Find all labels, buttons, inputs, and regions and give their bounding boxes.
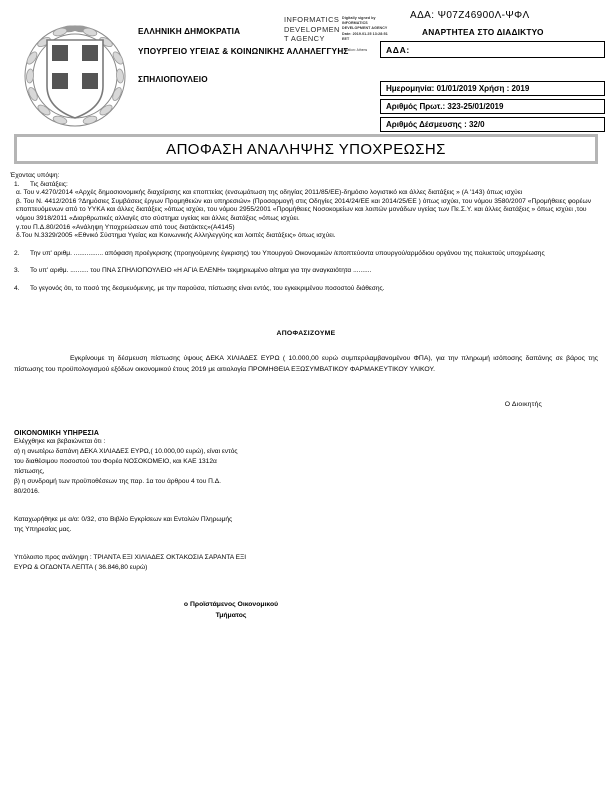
signature-title-line-2: Τμήματος: [215, 611, 247, 619]
financial-line-b: β) η συνδρομή των προϋποθέσεων της παρ. 1α του άρθρου 4 του Π.Δ.: [14, 477, 221, 485]
preamble-sub-b: β. Του Ν. 4412/2016 ?Δημόσιες Συμβάσεις έργων Προμηθειών και υπηρεσιών» (Προσαρμογή στις Οδηγίες 2014/24/ΕΕ και 2014/25/ΕΕ ) όπως ισχύει, του νόμου 3580/2007 «Προμήθειες φορέων εποπτευόμενων από το ΥΥΚΑ και άλλες διατάξεις »όπως ισχύει, του νόμου 2955/2001 «Προμήθειες Νοσοκομείων και λοιπών μονάδων υγείας των Πε.Σ.Υ. και άλλες διατάξεις » όπως ισχύει ,του νόμου 3918/2011 «Διαρθρωτικές αλλαγές στο σύστημα υγείας και άλλες διατάξεις »όπως ισχύει.: [16, 197, 592, 222]
preamble-item-3-label: 3.: [14, 267, 20, 275]
preamble-item-3: [0, 267, 612, 276]
decision-text-body: Εγκρίνουμε τη δέσμευση πίστωσης ύψους ΔΕΚΑ ΧΙΛΙΑΔΕΣ ΕΥΡΩ ( 10.000,00 ευρώ συμπεριλαμβανομένου ΦΠΑ), για την πληρωμή ισόποσης δαπάνης σε βάρος της πίστωσης του προϋπολογισμού εξόδων οικονομικού έτους 2019 με αιτιολογία ΠΡΟΜΗΘΕΙΑ ΕΞΩΣΥΜΒΑΤΙΚΟΥ ΦΑΡΜΑΚΕΥΤΙΚΟΥ ΥΛΙΚΟΥ.: [14, 354, 598, 373]
preamble-item-2-text: Την υπ' αριθμ. ................ απόφαση προέγκρισης (προηγούμενης έγκρισης) του Υπουργού Οικονομικών /εποπτεύοντα υπουργού/αρμόδιου οργάνου της πολυετούς υποχρέωσης: [30, 249, 545, 257]
document-title: ΑΠΟΦΑΣΗ ΑΝΑΛΗΨΗΣ ΥΠΟΧΡΕΩΣΗΣ: [166, 140, 446, 158]
ida-stamp-line-1: INFORMATICS: [284, 15, 340, 24]
financial-service-block: [0, 437, 612, 573]
anartitea-label: ΑΝΑΡΤΗΤΕΑ ΣΤΟ ΔΙΑΔΙΚΤΥΟ: [422, 27, 544, 37]
ida-stamp-line-3: T AGENCY: [284, 34, 325, 44]
protocol-number-box: Αριθμός Πρωτ.: 323-25/01/2019: [380, 99, 605, 114]
preamble-item-2: [0, 250, 612, 259]
ida-stamp-line-2: DEVELOPMEN: [284, 24, 340, 34]
ida-digital-signature-stamp: [284, 15, 386, 57]
decision-text: [0, 353, 612, 375]
financial-service-heading: ΟΙΚΟΝΟΜΙΚΗ ΥΠΗΡΕΣΙΑ: [14, 429, 99, 437]
financial-line-a: α) η ανωτέρω δαπάνη ΔΕΚΑ ΧΙΛΙΑΔΕΣ ΕΥΡΩ,( 10.000,00 ευρώ), είναι εντός: [14, 447, 238, 455]
ida-sign-line-4: Date: 2019.01.25 13:28:51: [342, 31, 388, 36]
ida-sign-line-3: DEVELOPMENT AGENCY: [342, 26, 388, 31]
preamble-item-4: [0, 285, 612, 294]
ida-sign-location: Location: Athens: [342, 48, 368, 52]
preamble-item-2-label: 2.: [14, 249, 20, 257]
ada-field-box: ΑΔΑ:: [380, 41, 605, 58]
date-field-box: Ημερομηνία: 01/01/2019 Χρήση : 2019: [380, 81, 605, 96]
preamble-sub-g: γ.του Π.Δ.80/2016 «Ανάληψη Υποχρεώσεων από τους διατάκτες»(Α4145): [16, 223, 235, 231]
ida-sign-line-2: INFORMATICS: [342, 21, 368, 26]
ida-sign-line-5: EET: [342, 36, 350, 41]
org-line-republic: ΕΛΛΗΝΙΚΗ ΔΗΜΟΚΡΑΤΙΑ: [138, 27, 241, 36]
document-body: [0, 172, 612, 621]
ida-sign-line-1: Digitally signed by: [342, 16, 376, 20]
administrator-signature-label: Ο Διοικητής: [504, 400, 542, 408]
document-header: [0, 0, 612, 132]
preamble-item-4-label: 4.: [14, 284, 20, 292]
having-regard-line: Έχοντας υπόψη:: [10, 172, 60, 179]
financial-registered-line-2: της Υπηρεσίας μας.: [14, 525, 72, 533]
signature-block: [0, 599, 612, 621]
financial-line-a3: πίστωσης,: [14, 467, 45, 475]
financial-registered-line-1: Καταχωρήθηκε με α/α: 0/32, στο Βιβλίο Εγκρίσεων και Εντολών Πληρωμής: [14, 515, 233, 523]
ada-code-text: ΑΔΑ: Ψ07Ζ46900Λ-ΨΦΛ: [410, 10, 530, 21]
preamble-item-1-label: 1.: [14, 180, 20, 188]
org-line-ministry: ΥΠΟΥΡΓΕΙΟ ΥΓΕΙΑΣ & ΚΟΙΝΩΝΙΚΗΣ ΑΛΛΗΛΕΓΓΥΗΣ: [138, 47, 349, 56]
commitment-number-box: Αριθμός Δέσμευσης : 32/0: [380, 117, 605, 132]
preamble-item-1: [0, 181, 612, 190]
decision-heading: ΑΠΟΦΑΣΙΖΟΥΜΕ: [276, 329, 336, 337]
preamble-item-4-text: Το γεγονός ότι, το ποσό της δεσμευόμενης, με την παρούσα, πίστωσης είναι εντός, του εγκεκριμένου ποσοστού διάθεσης.: [30, 284, 385, 292]
preamble-item-1-text: Τις διατάξεις:: [30, 180, 68, 188]
preamble-sub-d: δ.Του Ν.3329/2005 «Εθνικό Σύστημα Υγείας και Κοινωνικής Αλληλεγγύης και λοιπές διατάξεις» όπως ισχύει.: [16, 232, 336, 240]
preamble-sub-a: α. Του ν.4270/2014 «Αρχές δημοσιονομικής διαχείρισης και εποπτείας (ενσωμάτωση της οδηγίας 2011/85/ΕΕ)-δημόσιο λογιστικό και άλλες διατάξεις » (Α '143) όπως ισχύει: [16, 189, 523, 197]
document-title-frame: [14, 134, 598, 164]
financial-balance-line-1: Υπόλοιπο προς ανάληψη : ΤΡΙΑΝΤΑ ΕΞΙ ΧΙΛΙΑΔΕΣ ΟΚΤΑΚΟΣΙΑ ΣΑΡΑΝΤΑ ΕΞΙ: [14, 553, 247, 561]
financial-balance-line-2: ΕΥΡΩ & ΟΓΔΟΝΤΑ ΛΕΠΤΑ ( 36.846,80 ευρώ): [14, 563, 148, 571]
signature-title-line-1: ο Προϊστάμενος Οικονομικού: [183, 600, 279, 608]
preamble-item-3-text: Το υπ' αριθμ. .......... του ΠΝΑ ΣΠΗΛΙΟΠΟΥΛΕΙΟ «Η ΑΓΙΑ ΕΛΕΝΗ» τεκμηριωμένο αίτημα για την αναγκαιότητα ..........: [30, 267, 372, 275]
financial-checked-line: Ελέγχθηκε και βεβαιώνεται ότι :: [14, 437, 106, 445]
financial-line-a2: του διαθέσιμου ποσοστού του Φορέα ΝΟΣΟΚΟΜΕΙΟ, και ΚΑΕ 1312α: [14, 457, 217, 465]
financial-line-b2: 80/2016.: [14, 487, 40, 495]
greek-coat-of-arms-emblem: [20, 18, 130, 133]
org-unit-name: ΣΠΗΛΙΟΠΟΥΛΕΙΟ: [138, 75, 208, 84]
